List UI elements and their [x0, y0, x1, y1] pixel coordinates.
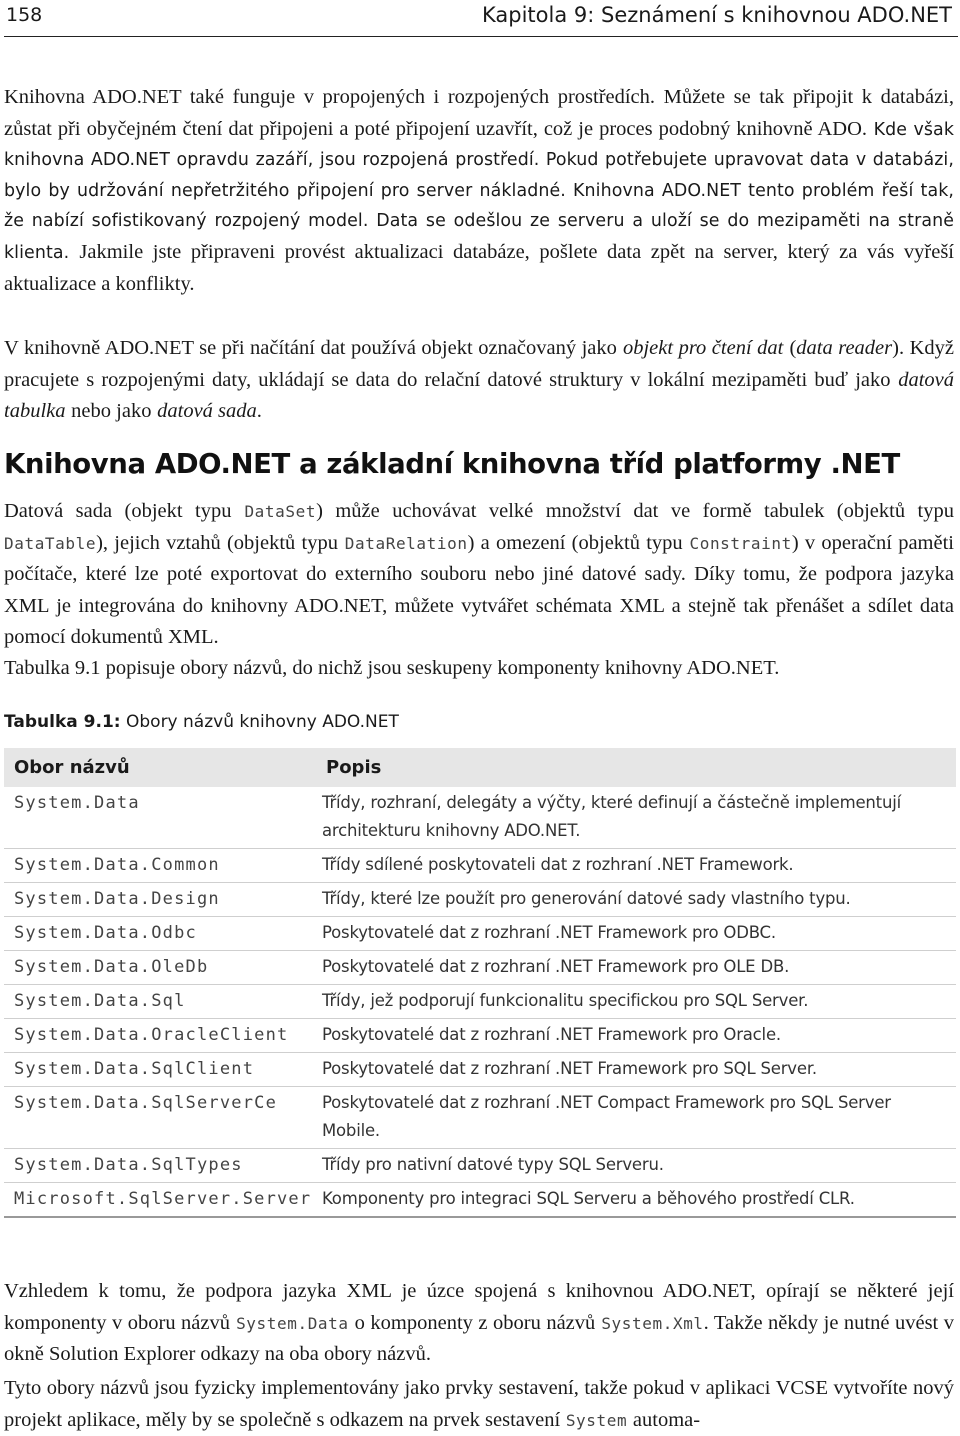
code-system: System: [565, 1410, 628, 1430]
code-constraint: Constraint: [689, 533, 792, 553]
section-p1-e: ) v operační paměti počítače, které lze poté exportovat do externího souboru nebo jiné datové sady. Díky tomu, že podpora jazyka XML je integrována do knihovny ADO.NET, můžete vytvářet schémata XML a stejně tak přenášet a sdílet data pomocí dokumentů XML.: [4, 531, 954, 649]
namespace-cell: System.Data.SqlTypes: [4, 1149, 316, 1183]
term-data-reader: data reader: [796, 337, 893, 359]
intro-text-a: Knihovna ADO.NET také funguje v propojených i rozpojených prostředích. Můžete se tak připojit k databázi, zůstat při obyčejném čtení dat připojeni a poté připojení uzavřít, což je proces podobný knihovně ADO.: [4, 86, 954, 140]
outro-p1-a: Vzhledem k tomu, že podpora jazyka XML je úzce spojená s knihovnou ADO.NET, opírají se některé její komponenty v oboru názvů: [4, 1280, 954, 1334]
page-number: 158: [6, 4, 43, 26]
description-cell: Komponenty pro integraci SQL Serveru a běhového prostředí CLR.: [316, 1183, 956, 1218]
description-cell: Třídy pro nativní datové typy SQL Serveru.: [316, 1149, 956, 1183]
description-cell: Poskytovatelé dat z rozhraní .NET Framework pro ODBC.: [316, 917, 956, 951]
intro-p2-end: .: [256, 400, 262, 423]
paren-open: (: [789, 337, 797, 359]
namespace-cell: System.Data.SqlServerCe: [4, 1087, 316, 1149]
namespace-cell: System.Data.Common: [4, 849, 316, 883]
intro-p2-mid: ). Když pracujete s rozpojenými daty, ukládají se data do relační datové struktury v lokální mezipaměti buď jako: [4, 337, 954, 391]
table-row: [4, 951, 956, 985]
section-p1-a: Datová sada (objekt typu: [4, 500, 232, 522]
table-caption: [4, 712, 399, 732]
namespaces-table: [4, 748, 956, 1218]
table-row: [4, 1053, 956, 1087]
intro-paragraph-1: [4, 82, 954, 300]
description-cell: Poskytovatelé dat z rozhraní .NET Framework pro SQL Server.: [316, 1053, 956, 1087]
table-row: [4, 883, 956, 917]
outro-p1-c: . Takže někdy je nutné uvést v okně Solution Explorer odkazy na oba obory názvů.: [4, 1311, 954, 1366]
outro-paragraph-2: [4, 1373, 954, 1436]
description-cell: Poskytovatelé dat z rozhraní .NET Framework pro Oracle.: [316, 1019, 956, 1053]
intro-paragraph-2: [4, 333, 954, 428]
namespace-cell: System.Data.OracleClient: [4, 1019, 316, 1053]
table-row: [4, 917, 956, 951]
description-cell: Poskytovatelé dat z rozhraní .NET Compact Framework pro SQL Server Mobile.: [316, 1087, 956, 1149]
table-header-row: [4, 748, 956, 787]
section-p1-c: ), jejich vztahů (objektů typu: [96, 531, 338, 554]
namespace-cell: System.Data.Design: [4, 883, 316, 917]
intro-text-b: Kde však knihovna ADO.NET opravdu zazáří, jsou rozpojená prostředí. Pokud potřebujete upravovat data v databázi, bylo by udržování nepřetržitého připojení pro server nákladné. Knihovna ADO.NET tento problém řeší tak, že nabízí sofistikovaný rozpojený model. Data se odešlou ze serveru a uloží se do mezipaměti na straně klienta.: [4, 119, 954, 263]
namespace-cell: System.Data.OleDb: [4, 951, 316, 985]
section-paragraph-1: [4, 496, 954, 654]
outro-p2-b: automa-: [632, 1408, 701, 1431]
description-cell: Třídy, rozhraní, delegáty a výčty, které definují a částečně implementují architekturu knihovny ADO.NET.: [316, 787, 956, 849]
section-heading: Knihovna ADO.NET a základní knihovna tříd platformy .NET: [4, 448, 900, 480]
table-caption-text: Obory názvů knihovny ADO.NET: [126, 712, 399, 732]
namespace-cell: System.Data.SqlClient: [4, 1053, 316, 1087]
column-header-namespace: Obor názvů: [4, 748, 316, 787]
table-row: [4, 1087, 956, 1149]
code-system-xml: System.Xml: [601, 1313, 704, 1333]
description-cell: Třídy, které lze použít pro generování datové sady vlastního typu.: [316, 883, 956, 917]
description-cell: Třídy, jež podporují funkcionalitu specifickou pro SQL Server.: [316, 985, 956, 1019]
column-header-description: Popis: [316, 748, 956, 787]
table-row: [4, 849, 956, 883]
table-caption-label: Tabulka 9.1:: [4, 712, 121, 732]
section-p1-b: ) může uchovávat velké množství dat ve formě tabulek (objektů typu: [316, 500, 954, 522]
code-datarelation: DataRelation: [344, 533, 468, 553]
code-system-data: System.Data: [236, 1313, 349, 1333]
section-p2-text: Tabulka 9.1 popisuje obory názvů, do nichž jsou seskupeny komponenty knihovny ADO.NET.: [4, 657, 780, 679]
section-p1-d: ) a omezení (objektů typu: [467, 531, 683, 554]
outro-p2-a: Tyto obory názvů jsou fyzicky implementovány jako prvky sestavení, takže pokud v aplikaci VCSE vytvoříte nový projekt aplikace, měly by se společně s odkazem na prvek sestavení: [4, 1377, 954, 1431]
intro-text-c: Jakmile jste připraveni provést aktualizaci databáze, pošlete data zpět na server, který za vás vyřeší aktualizace a konflikty.: [4, 240, 954, 295]
outro-paragraph-1: [4, 1276, 954, 1371]
term-data-set: datová sada: [157, 400, 257, 423]
section-paragraph-2: [4, 653, 954, 685]
namespace-cell: System.Data: [4, 787, 316, 849]
page-header: [4, 0, 958, 37]
table-row: [4, 1183, 956, 1218]
description-cell: Poskytovatelé dat z rozhraní .NET Framework pro OLE DB.: [316, 951, 956, 985]
outro-p1-b: o komponenty z oboru názvů: [354, 1311, 596, 1334]
table-row: [4, 1019, 956, 1053]
chapter-title: Kapitola 9: Seznámení s knihovnou ADO.NET: [482, 3, 952, 27]
intro-p2-start: V knihovně ADO.NET se při načítání dat používá objekt označovaný jako: [4, 337, 617, 359]
intro-p2-or: nebo jako: [71, 400, 152, 423]
code-dataset: DataSet: [244, 502, 317, 521]
namespace-cell: System.Data.Sql: [4, 985, 316, 1019]
table-row: [4, 787, 956, 849]
description-cell: Třídy sdílené poskytovateli dat z rozhraní .NET Framework.: [316, 849, 956, 883]
namespace-cell: Microsoft.SqlServer.Server: [4, 1183, 316, 1218]
code-datatable: DataTable: [4, 533, 97, 553]
table-row: [4, 1149, 956, 1183]
namespace-cell: System.Data.Odbc: [4, 917, 316, 951]
table-row: [4, 985, 956, 1019]
term-data-table: datová tabulka: [4, 368, 954, 423]
term-data-reader-cz: objekt pro čtení dat: [622, 337, 784, 359]
